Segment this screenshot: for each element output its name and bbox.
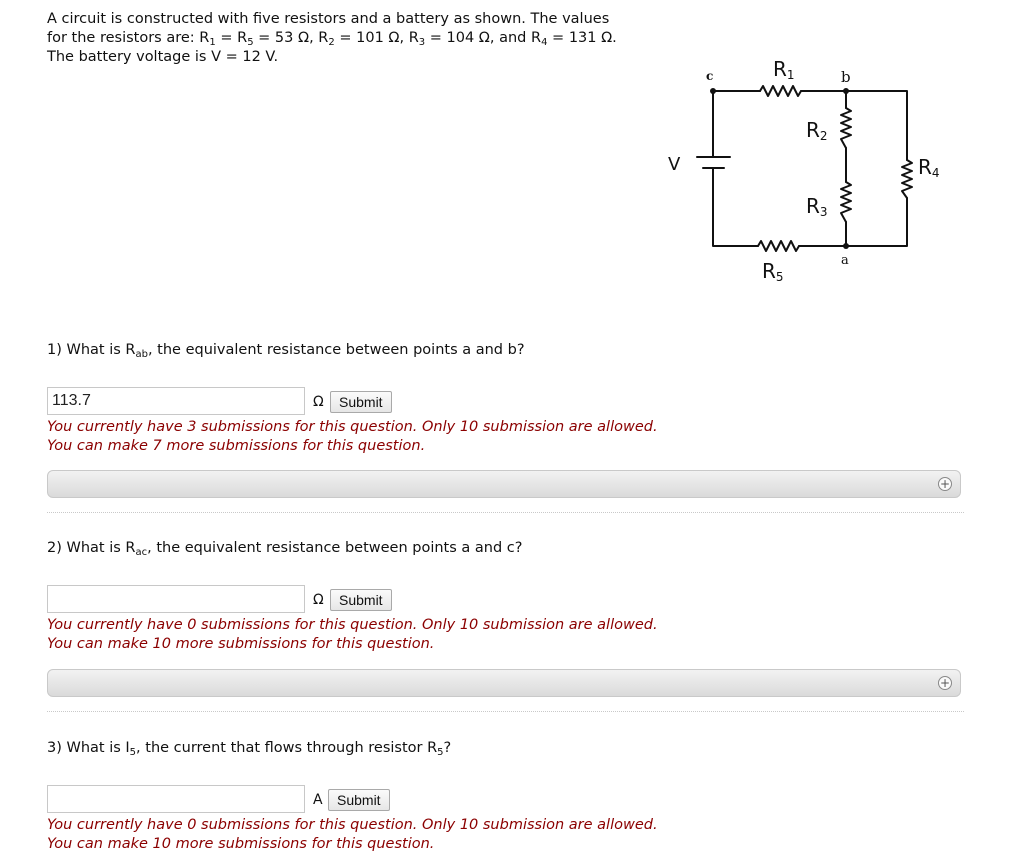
subscript: 2 (328, 37, 335, 48)
q1-answer-input[interactable] (47, 387, 305, 415)
intro-text: = 53 Ω, R (253, 30, 329, 46)
intro-line-1: A circuit is constructed with five resistors and a battery as shown. The values (47, 11, 610, 27)
label-node-c: c (706, 69, 714, 83)
question-text: 3) What is I (47, 740, 130, 756)
label-r5-letter: R (762, 259, 776, 283)
resistor-r5-zigzag (758, 241, 799, 251)
label-r2-letter: R (806, 118, 820, 142)
label-r4-letter: R (918, 155, 932, 179)
label-node-a: a (841, 253, 849, 268)
q3-unit-label: A (313, 792, 323, 808)
subscript: 3 (418, 37, 426, 48)
expand-plus-icon[interactable]: + (939, 676, 951, 690)
resistor-r3-zigzag (841, 182, 851, 222)
resistor-r2-zigzag (841, 108, 851, 148)
intro-line-2 (47, 29, 667, 48)
resistor-r4-zigzag (902, 160, 912, 198)
subscript: ab (135, 349, 148, 360)
intro-text: = 101 Ω, R (334, 30, 419, 46)
question-text: 1) What is R (47, 342, 136, 358)
resistor-r1-zigzag (760, 86, 801, 96)
q2-submit-button[interactable]: Submit (330, 589, 392, 611)
q2-status-line-1: You currently have 0 submissions for this question. Only 10 submission are allowed. (47, 617, 658, 633)
q1-divider (47, 512, 964, 513)
wire-left-bottom (713, 168, 758, 246)
question-2-text (47, 540, 522, 556)
node-c-dot (710, 88, 716, 94)
q2-status-line-2: You can make 10 more submissions for this question. (47, 636, 435, 652)
label-r5-sub: 5 (775, 270, 784, 284)
question-text: ? (443, 740, 452, 756)
label-r3-letter: R (806, 194, 820, 218)
question-text: 2) What is R (47, 540, 136, 556)
q1-unit-label: Ω (313, 394, 324, 410)
node-b-dot (843, 88, 849, 94)
question-3-text (47, 740, 451, 756)
question-text: , the equivalent resistance between points a and b? (147, 342, 525, 358)
intro-text: = 131 Ω. (547, 30, 617, 46)
label-r5 (762, 259, 784, 284)
label-r4 (918, 155, 940, 180)
q3-answer-input[interactable] (47, 785, 305, 813)
subscript: 5 (129, 747, 137, 758)
intro-text: = 104 Ω, and R (425, 30, 542, 46)
q3-status-line-2: You can make 10 more submissions for this question. (47, 836, 435, 852)
q1-hint-bar[interactable] (47, 470, 961, 498)
label-r2 (806, 118, 828, 143)
q3-submit-button[interactable]: Submit (328, 789, 390, 811)
node-a-dot (843, 243, 849, 249)
q2-unit-label: Ω (313, 592, 324, 608)
label-node-b: b (841, 68, 851, 86)
problem-statement (47, 10, 667, 67)
q3-status-line-1: You currently have 0 submissions for this question. Only 10 submission are allowed. (47, 817, 658, 833)
subscript: 5 (437, 747, 444, 758)
label-r1 (773, 58, 795, 82)
expand-plus-icon[interactable]: + (939, 477, 951, 491)
subscript: 1 (209, 37, 216, 48)
subscript: 5 (247, 37, 254, 48)
label-r2-sub: 2 (819, 129, 828, 143)
q1-status-line-2: You can make 7 more submissions for this question. (47, 438, 426, 454)
question-text: , the equivalent resistance between points a and c? (147, 540, 523, 556)
q2-hint-bar[interactable] (47, 669, 961, 697)
subscript: ac (135, 547, 148, 558)
q2-divider (47, 711, 964, 712)
label-r4-sub: 4 (931, 166, 940, 180)
q1-submit-button[interactable]: Submit (330, 391, 392, 413)
intro-text: = R (215, 30, 248, 46)
question-text: , the current that flows through resistor R (136, 740, 438, 756)
label-r1-letter: R (773, 58, 787, 81)
intro-text: for the resistors are: R (47, 30, 210, 46)
label-r3 (806, 194, 828, 219)
subscript: 4 (541, 37, 548, 48)
label-r3-sub: 3 (819, 205, 828, 219)
q1-status-line-1: You currently have 3 submissions for this question. Only 10 submission are allowed. (47, 419, 658, 435)
label-r1-sub: 1 (786, 68, 795, 82)
question-1-text (47, 342, 525, 358)
q2-answer-input[interactable] (47, 585, 305, 613)
label-battery-v: V (668, 154, 681, 175)
intro-line-3: The battery voltage is V = 12 V. (47, 49, 279, 65)
circuit-diagram (660, 58, 960, 298)
